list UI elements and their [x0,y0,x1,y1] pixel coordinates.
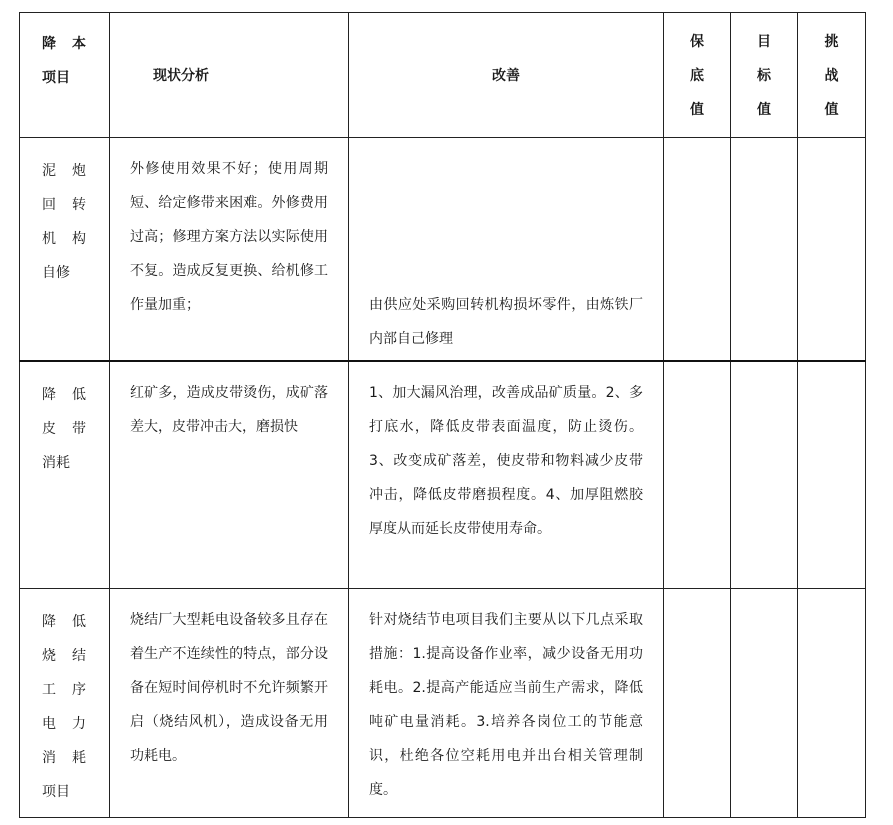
row-improve-cell [349,138,664,361]
header-item-char: 本 [72,36,86,52]
row-analysis-cell [110,138,349,361]
header-target-char: 标 [757,68,771,84]
header-target-value [731,13,798,138]
table-row [20,138,866,361]
row-item-char: 消耗 [42,454,70,471]
row-item-char: 项目 [42,784,70,800]
header-bottom-char: 底 [690,68,704,84]
row-item-char: 烧 [42,648,56,664]
header-bottom-value [664,13,731,138]
row-item-char: 耗 [72,750,86,766]
row-bottom-value-cell [664,589,731,818]
row-analysis-text: 红矿多，造成皮带烫伤，成矿落差大，皮带冲击大，磨损快 [130,384,328,435]
header-challenge-char: 挑 [824,34,839,50]
row-item-char: 低 [72,614,86,630]
header-improve-label: 改善 [492,68,520,84]
row-challenge-value-cell [798,361,866,589]
cost-reduction-table [19,12,866,818]
row-item-char: 序 [72,682,86,698]
row-item-char: 带 [72,420,86,437]
row-item-char: 低 [72,386,86,403]
row-improve-cell [349,361,664,589]
row-target-value-cell [731,589,798,818]
row-item-char: 构 [72,231,86,247]
row-item-char: 机 [42,231,56,247]
row-item-cell [20,138,110,361]
header-target-char: 目 [757,34,771,50]
row-bottom-value-cell [664,138,731,361]
row-item-char: 电 [42,716,56,732]
row-item-char: 降 [42,614,56,630]
row-item-char: 结 [72,648,86,664]
row-improve-text: 1、加大漏风治理，改善成品矿质量。2、多打底水，降低皮带表面温度，防止烫伤。3、改变成矿落差，使皮带和物料减少皮带冲击，降低皮带磨损程度。4、加厚阻燃胶厚度从而延长皮带使用寿命。 [369,384,643,537]
row-item-char: 消 [42,750,56,766]
header-bottom-char: 保 [690,34,704,50]
row-item-char: 力 [72,716,86,732]
header-row [20,13,866,138]
header-analysis-label: 现状分析 [153,68,209,84]
row-item-cell [20,361,110,589]
row-analysis-text: 外修使用效果不好；使用周期短、给定修带来困难。外修费用过高；修理方案方法以实际使用不复。造成反复更换、给机修工作量加重； [130,161,328,313]
table-row [20,361,866,589]
row-item-char: 皮 [42,420,56,437]
header-challenge-char: 值 [824,102,839,118]
row-item-char: 自修 [42,265,70,281]
row-item-char: 降 [42,386,56,403]
row-item-char: 回 [42,197,56,213]
header-analysis [110,13,349,138]
header-bottom-char: 值 [690,102,704,118]
row-analysis-text: 烧结厂大型耗电设备较多且存在着生产不连续性的特点，部分设备在短时间停机时不允许频繁开启（烧结风机），造成设备无用功耗电。 [130,612,328,764]
row-bottom-value-cell [664,361,731,589]
row-target-value-cell [731,138,798,361]
header-challenge-char: 战 [824,68,839,84]
row-item-char: 转 [72,197,86,213]
row-item-char: 泥 [42,163,56,179]
row-analysis-cell [110,589,349,818]
row-improve-text: 由供应处采购回转机构损坏零件，由炼铁厂内部自己修理 [369,297,643,347]
row-challenge-value-cell [798,589,866,818]
row-improve-cell [349,589,664,818]
row-target-value-cell [731,361,798,589]
header-item-char: 降 [42,36,56,52]
header-target-char: 值 [757,102,771,118]
header-improve [349,13,664,138]
table-row [20,589,866,818]
row-improve-text: 针对烧结节电项目我们主要从以下几点采取措施：1.提高设备作业率，减少设备无用功耗电。2.提高产能适应当前生产需求，降低吨矿电量消耗。3.培养各岗位工的节能意识，杜绝各位空耗用电并出台相关管理制度。 [369,612,643,798]
row-item-char: 工 [42,682,56,698]
row-analysis-cell [110,361,349,589]
row-item-cell [20,589,110,818]
row-challenge-value-cell [798,138,866,361]
header-item [20,13,110,138]
header-item-char: 项目 [42,70,70,86]
row-item-char: 炮 [72,163,86,179]
header-challenge-value [798,13,866,138]
